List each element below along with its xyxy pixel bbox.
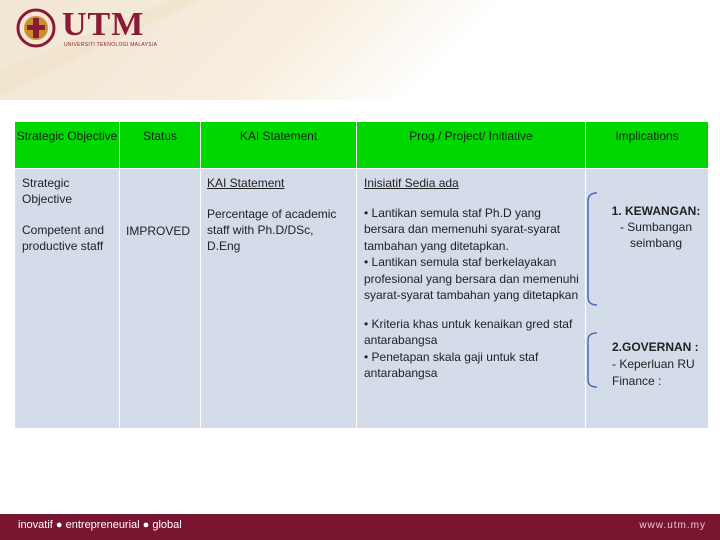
- header-implications: Implications: [586, 122, 709, 169]
- prog-item: • Penetapan skala gaji untuk staf antarabangsa: [364, 349, 539, 380]
- impl2-text: - Keperluan RU Finance :: [612, 357, 695, 388]
- utm-logo: [16, 6, 176, 50]
- footer-tagline: inovatif ● entrepreneurial ● global: [18, 519, 182, 531]
- impl1-text: - Sumbangan seimbang: [619, 220, 693, 250]
- prog-item: • Lantikan semula staf Ph.D yang bersara dan memenuhi syarat-syarat tambahan yang ditetapkan.: [364, 205, 561, 253]
- prog-cell: [357, 169, 586, 429]
- status-cell: [120, 169, 201, 429]
- table-header-row: [15, 122, 709, 169]
- kai-cell: [201, 169, 357, 429]
- table-row: [15, 169, 709, 429]
- utm-emblem-icon: [16, 6, 56, 50]
- header-kai: KAI Statement: [201, 122, 357, 169]
- header-band: [0, 0, 720, 100]
- footer-bar: [0, 514, 720, 540]
- bracket-icon: [586, 191, 598, 307]
- impl2-title: 2.GOVERNAN :: [612, 340, 699, 354]
- implications-cell: [586, 169, 709, 429]
- kai-value: Percentage of academic staff with Ph.D/DSc, D.Eng: [207, 207, 337, 253]
- prog-item: • Kriteria khas untuk kenaikan gred staf antarabangsa: [364, 316, 573, 347]
- prog-item: • Lantikan semula staf berkelayakan profesional yang bersara dan memenuhi syarat-syarat tambahan yang ditetapkan: [364, 255, 579, 302]
- impl1-title: 1. KEWANGAN:: [611, 204, 701, 218]
- header-status: Status: [120, 122, 201, 169]
- header-prog: Prog./ Project/ Initiative: [357, 122, 586, 169]
- prog-heading: Inisiatif Sedia ada: [364, 176, 459, 190]
- objective-cell: [15, 169, 120, 429]
- kai-heading: KAI Statement: [207, 176, 285, 190]
- objective-heading: Strategic Objective: [22, 176, 73, 206]
- objective-value: Competent and productive staff: [22, 223, 105, 253]
- header-objective: Strategic Objective: [15, 122, 120, 169]
- footer-url[interactable]: www.utm.my: [639, 520, 706, 531]
- strategy-table: [14, 121, 709, 429]
- logo-subtitle: UNIVERSITI TEKNOLOGI MALAYSIA: [64, 42, 158, 48]
- bracket-icon: [586, 331, 598, 389]
- status-value: IMPROVED: [126, 224, 191, 238]
- logo-name: UTM: [62, 6, 145, 43]
